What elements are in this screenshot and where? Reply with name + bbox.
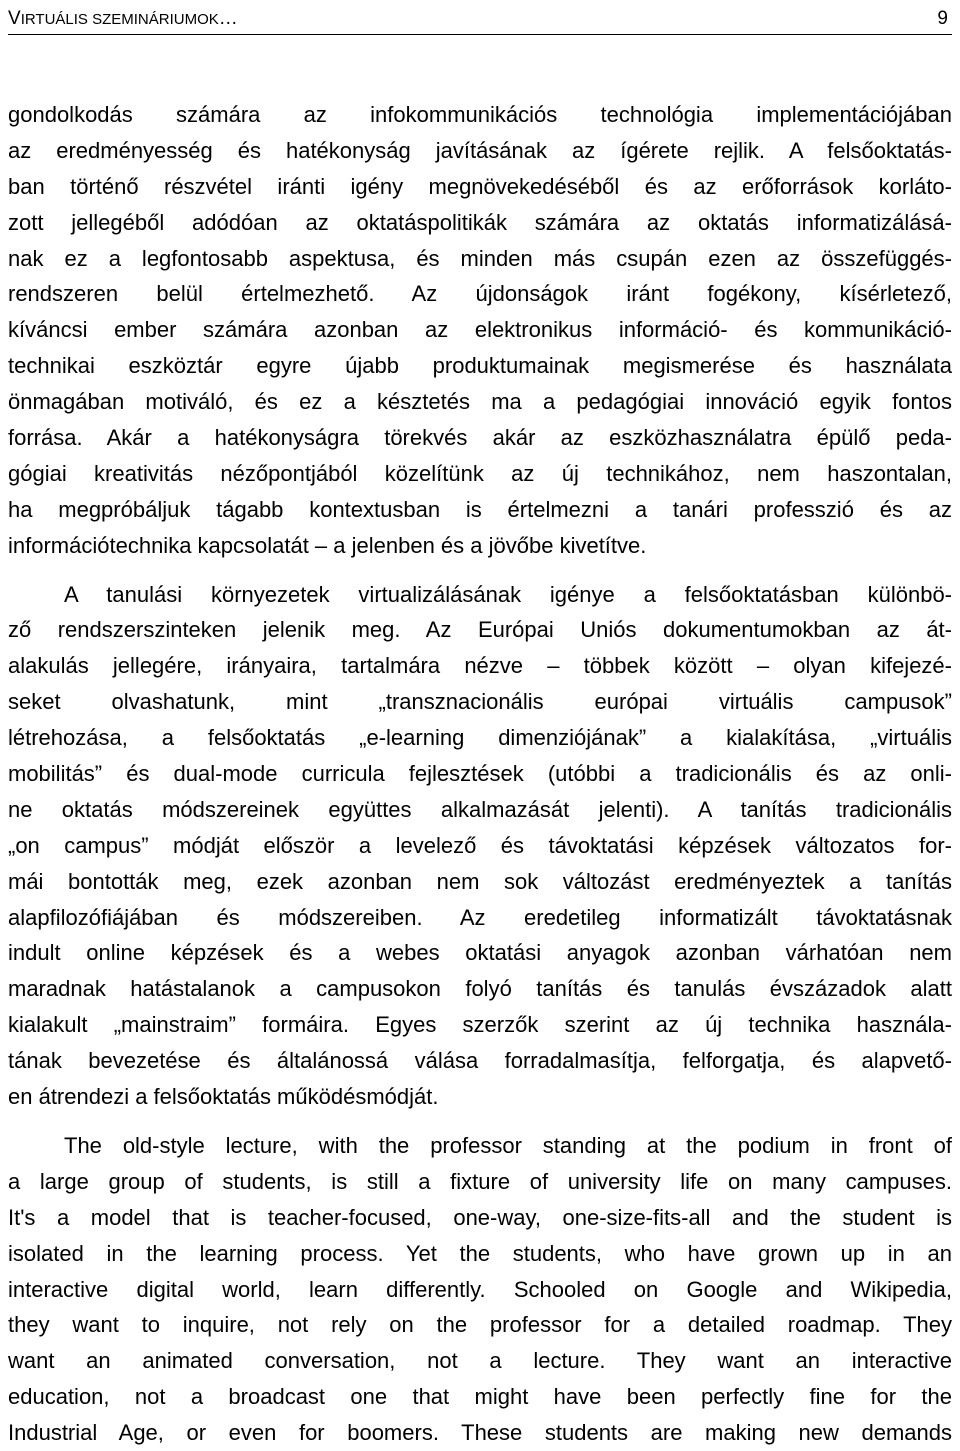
text-line: A tanulási környezetek virtualizálásának igénye a felsőoktatásban különbö- [64, 581, 952, 607]
text-line: alakulás jellegére, irányaira, tartalmára nézve – többek között – olyan kifejezé- [8, 653, 952, 679]
body-text [8, 97, 952, 1451]
text-line: gondolkodás számára az infokommunikációs technológia implementációjában [8, 102, 952, 127]
text-line: létrehozása, a felsőoktatás „e-learning dimenziójának” a kialakítása, „virtuális [8, 725, 952, 751]
text-line: indult online képzések és a webes oktatási anyagok azonban várhatóan nem [8, 940, 952, 966]
header-title-ellipsis: … [218, 8, 238, 29]
text-line: alapfilozófiájában és módszereiben. Az eredetileg informatizált távoktatásnak [8, 904, 952, 930]
text-line: a large group of students, is still a fixture of university life on many campuses. [8, 1168, 952, 1194]
text-line: ha megpróbáljuk tágabb kontextusban is értelmezni a tanári professzió és az [8, 496, 952, 522]
text-line: ző rendszerszinteken jelenik meg. Az Európai Uniós dokumentumokban az át- [8, 617, 952, 643]
text-line: they want to inquire, not rely on the professor for a detailed roadmap. They [8, 1312, 952, 1338]
text-line: seket olvashatunk, mint „transznacionális európai virtuális campusok” [8, 689, 952, 715]
text-line: mobilitás” és dual-mode curricula fejlesztések (utóbbi a tradicionális és az onli- [8, 761, 952, 787]
text-line: en átrendezi a felsőoktatás működésmódját. [8, 1084, 439, 1110]
text-line: It's a model that is teacher-focused, one-way, one-size-fits-all and the student is [8, 1204, 952, 1230]
running-header [8, 4, 952, 35]
text-line: ban történő részvétel iránti igény megnövekedéséből és az erőforrások korláto- [8, 173, 952, 199]
text-line: rendszeren belül értelmezhető. Az újdonságok iránt fogékony, kísérletező, [8, 281, 952, 307]
paragraph-3 [8, 1128, 952, 1451]
text-line: kíváncsi ember számára azonban az elektronikus információ- és kommunikáció- [8, 317, 952, 343]
text-line: Industrial Age, or even for boomers. These students are making new demands [8, 1420, 952, 1446]
paragraph-1 [8, 97, 952, 564]
text-line: want an animated conversation, not a lecture. They want an interactive [8, 1348, 952, 1374]
text-line: technikai eszköztár egyre újabb produktumainak megismerése és használata [8, 353, 952, 379]
text-line: „on campus” módját először a levelező és távoktatási képzések változatos for- [8, 832, 952, 858]
text-line: mái bontották meg, ezek azonban nem sok változást eredményeztek a tanítás [8, 868, 952, 894]
text-line: információtechnika kapcsolatát – a jelenben és a jövőbe kivetítve. [8, 532, 647, 558]
header-title-initial: V [8, 8, 21, 29]
paragraph-spacer [8, 564, 952, 577]
text-line: forrása. Akár a hatékonyságra törekvés akár az eszközhasználatra épülő peda- [8, 425, 952, 451]
paragraph-2 [8, 577, 952, 1115]
text-line: nak ez a legfontosabb aspektusa, és minden más csupán ezen az összefüggés- [8, 245, 952, 271]
text-line: önmagában motiváló, és ez a késztetés ma a pedagógiai innováció egyik fontos [8, 389, 952, 415]
text-line: maradnak hatástalanok a campusokon folyó tanítás és tanulás évszázadok alatt [8, 976, 952, 1002]
text-line: education, not a broadcast one that might have been perfectly fine for the [8, 1384, 952, 1410]
text-line: tának bevezetése és általánossá válása forradalmasítja, felforgatja, és alapvető- [8, 1048, 952, 1074]
text-line: The old-style lecture, with the professor standing at the podium in front of [64, 1132, 952, 1158]
text-line: gógiai kreativitás nézőpontjából közelítünk az új technikához, nem haszontalan, [8, 460, 952, 486]
text-line: kialakult „mainstraim” formáira. Egyes szerzők szerint az új technika használa- [8, 1012, 952, 1038]
text-line: interactive digital world, learn differently. Schooled on Google and Wikipedia, [8, 1276, 952, 1302]
page-number: 9 [937, 8, 948, 29]
paragraph-spacer [8, 1115, 952, 1128]
text-line: zott jellegéből adódóan az oktatáspolitikák számára az oktatás informatizálásá- [8, 209, 952, 235]
text-line: ne oktatás módszereinek együttes alkalmazását jelenti). A tanítás tradicionális [8, 796, 952, 822]
header-title [8, 4, 238, 35]
text-line: az eredményesség és hatékonyság javításának az ígérete rejlik. A felsőoktatás- [8, 137, 952, 163]
text-line: isolated in the learning process. Yet the students, who have grown up in an [8, 1240, 952, 1266]
header-title-rest: IRTUÁLIS SZEMINÁRIUMOK [20, 11, 219, 28]
